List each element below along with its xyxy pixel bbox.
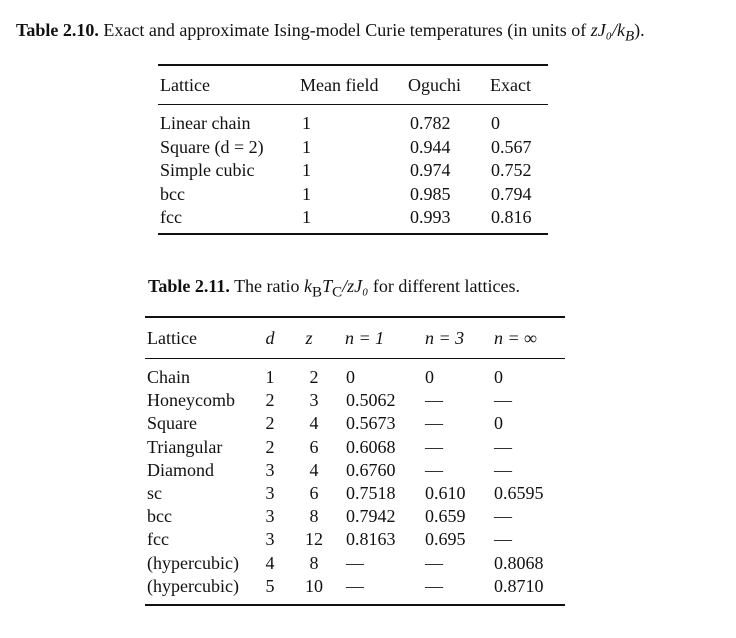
table-2-10-cell: Linear chain [160, 113, 251, 133]
table-2-11-caption-math-a: k [304, 276, 313, 296]
table-2-10-cell: 1 [302, 113, 311, 133]
table-2-11-cell: 0.5062 [346, 390, 396, 411]
table-2-10-caption-math: zJ₀/k [590, 20, 625, 40]
table-2-11-cell: 0.5673 [346, 413, 396, 434]
table-2-11-cell: Square [147, 413, 197, 434]
table-2-11-cell: 5 [265, 575, 275, 596]
table-2-10-header-0: Lattice [160, 75, 210, 95]
table-2-11-cell: — [494, 390, 512, 411]
table-2-11-header-5: n = ∞ [494, 328, 537, 348]
table-2-11-cell: 6 [309, 436, 319, 457]
table-2-11-cell: — [494, 506, 512, 527]
table-2-10-cell: Simple cubic [160, 160, 255, 180]
table-2-11-cell: Triangular [147, 436, 223, 457]
table-2-11-caption-suffix: for different lattices. [368, 276, 520, 296]
table-2-11-cell: 3 [265, 529, 275, 550]
table-2-11-caption-prefix: The ratio [234, 276, 305, 296]
table-2-11-cell: 3 [265, 459, 275, 480]
table-2-10-cell: 0.985 [410, 183, 451, 204]
table-2-11-cell: 10 [305, 575, 323, 596]
table-2-11-cell: — [494, 459, 512, 480]
table-2-11-cell: — [494, 436, 512, 457]
table-2-11-cell: 4 [265, 552, 275, 573]
table-2-11-cell: — [425, 390, 443, 411]
table-2-11-cell: 1 [265, 367, 275, 387]
table-2-11-cell: 8 [309, 552, 319, 573]
table-2-10-header-2: Oguchi [408, 75, 461, 95]
table-2-11-header-2: z [305, 328, 313, 348]
table-2-10-top-rule [158, 64, 548, 66]
table-2-10-cell: Square (d = 2) [160, 136, 264, 157]
table-2-11-cell: 4 [309, 459, 319, 480]
table-2-10-cell: 1 [302, 160, 311, 180]
table-2-10-cell: 0.782 [410, 113, 451, 133]
table-2-10-cell: 0.944 [410, 136, 451, 157]
table-2-11-cell: 8 [309, 506, 319, 527]
table-2-11-cell: sc [147, 483, 162, 503]
table-2-11-cell: 0.6068 [346, 436, 396, 457]
table-2-11-cell: — [425, 459, 443, 480]
table-2-11-cell: — [425, 575, 443, 596]
table-2-10-cell: 0.993 [410, 207, 451, 227]
table-2-10-header-rule [158, 104, 548, 105]
table-2-11-cell: 0.7518 [346, 483, 396, 503]
table-2-11-cell: 0.610 [425, 483, 466, 503]
table-2-11-caption-sub-a: B [312, 284, 323, 301]
table-2-11-header-1: d [265, 328, 275, 348]
table-2-10-header-3: Exact [490, 75, 531, 95]
table-2-10-cell: 0.752 [491, 160, 532, 180]
table-2-11-cell: fcc [147, 529, 169, 550]
table-2-10-caption [16, 20, 726, 46]
table-2-11-caption-sub-b: C [332, 284, 343, 301]
table-2-11-cell: 2 [265, 436, 275, 457]
table-2-10-cell: bcc [160, 183, 185, 204]
table-2-11-cell: 0.8710 [494, 575, 544, 596]
table-2-11-cell: — [346, 552, 364, 573]
table-2-11-cell: 0.7942 [346, 506, 396, 527]
table-2-10-header-1: Mean field [300, 75, 379, 95]
table-2-11-header-4: n = 3 [425, 328, 465, 348]
table-2-11-cell: 0.8163 [346, 529, 396, 550]
table-2-11-cell: Honeycomb [147, 390, 235, 411]
table-2-11-caption-math-b: T [322, 276, 333, 296]
table-2-11-cell: 0.8068 [494, 552, 544, 573]
table-2-11-header-0: Lattice [147, 328, 197, 348]
table-2-11-cell: 2 [265, 413, 275, 434]
table-2-11-label: Table 2.11. [148, 276, 230, 296]
table-2-11-cell: bcc [147, 506, 172, 527]
table-2-11-cell: 0.6595 [494, 483, 544, 503]
table-2-10-bottom-rule [158, 233, 548, 235]
table-2-11-header-3: n = 1 [345, 328, 385, 348]
table-2-10-label: Table 2.10. [16, 20, 99, 40]
table-2-11-cell: 6 [309, 483, 319, 503]
table-2-11-cell: 0 [494, 413, 503, 434]
table-2-10-cell: 1 [302, 183, 311, 204]
table-2-11-cell: — [346, 575, 364, 596]
table-2-11-caption [148, 276, 520, 302]
table-2-11-bottom-rule [145, 604, 565, 606]
table-2-11-cell: — [425, 436, 443, 457]
table-2-11-cell: Chain [147, 367, 190, 387]
table-2-10-cell: 0.567 [491, 136, 532, 157]
table-2-10-caption-suffix: ). [634, 20, 645, 40]
table-2-11-caption-math-c: /zJ₀ [342, 276, 369, 296]
table-2-10-cell: 1 [302, 136, 311, 157]
table-2-11-cell: (hypercubic) [147, 552, 239, 573]
table-2-11-header-rule [145, 358, 565, 359]
table-2-11-cell: — [425, 413, 443, 434]
table-2-11-cell: (hypercubic) [147, 575, 239, 596]
table-2-10-cell: fcc [160, 207, 182, 227]
table-2-11-cell: 0.6760 [346, 459, 396, 480]
table-2-11-cell: 3 [309, 390, 319, 411]
table-2-11-cell: 2 [265, 390, 275, 411]
table-2-11-cell: Diamond [147, 459, 214, 480]
table-2-10-caption-prefix: Exact and approximate Ising-model Curie temperatures (in units of [103, 20, 591, 40]
table-2-11-cell: 0.695 [425, 529, 466, 550]
table-2-11-cell: 4 [309, 413, 319, 434]
table-2-11-cell: 3 [265, 506, 275, 527]
table-2-10-cell: 0 [491, 113, 500, 133]
table-2-11-cell: 0 [494, 367, 503, 387]
table-2-11-cell: — [494, 529, 512, 550]
table-2-11-cell: 0 [346, 367, 355, 387]
table-2-11-top-rule [145, 316, 565, 318]
table-2-11-cell: 0 [425, 367, 434, 387]
table-2-10-cell: 0.816 [491, 207, 532, 227]
table-2-11-cell: — [425, 552, 443, 573]
table-2-11-cell: 0.659 [425, 506, 466, 527]
table-2-11-cell: 12 [305, 529, 323, 550]
table-2-11-cell: 2 [309, 367, 319, 387]
table-2-10-cell: 0.794 [491, 183, 532, 204]
table-2-11-cell: 3 [265, 483, 275, 503]
table-2-10-cell: 1 [302, 207, 311, 227]
table-2-10-caption-sub: B [624, 28, 635, 45]
table-2-10-cell: 0.974 [410, 160, 451, 180]
